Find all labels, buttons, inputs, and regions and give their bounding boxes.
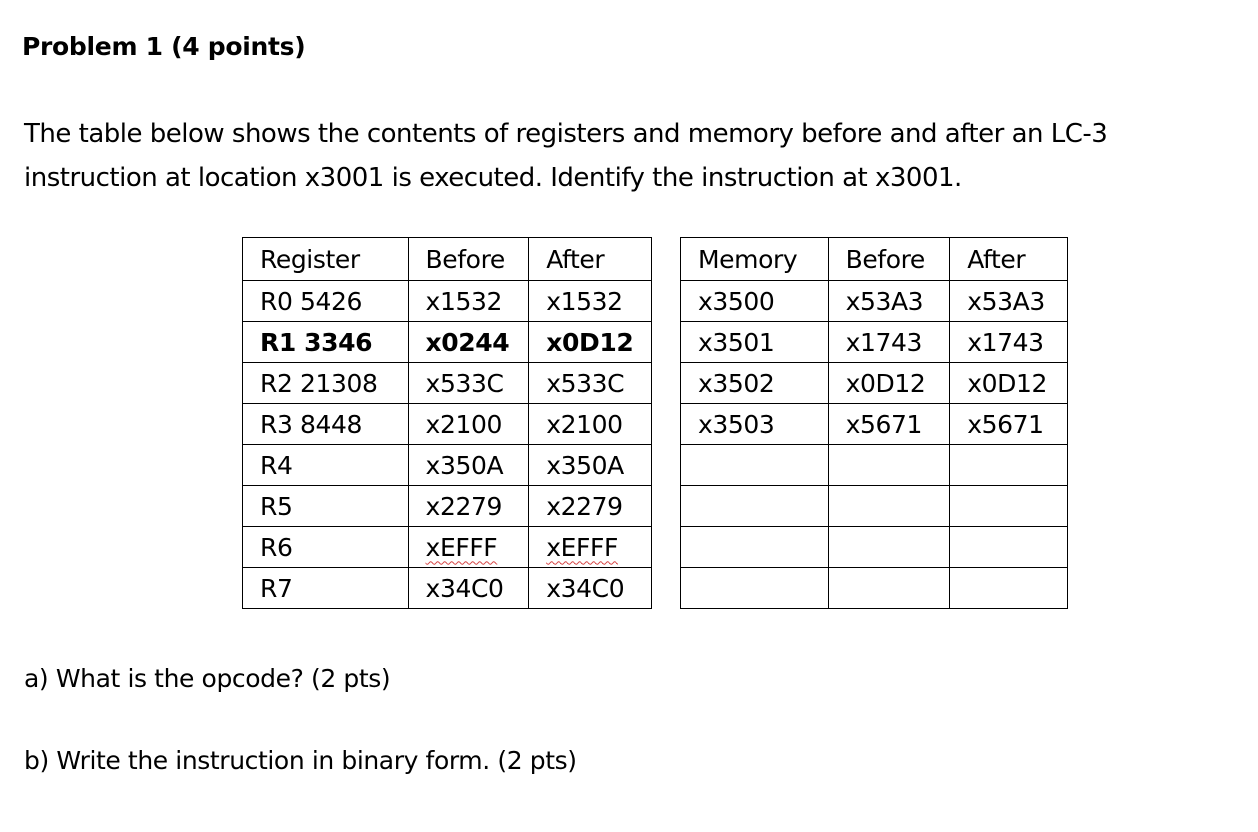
memory-address: x3500 <box>681 281 829 322</box>
memory-before: x5671 <box>828 404 950 445</box>
register-before: x533C <box>408 363 529 404</box>
register-before: x34C0 <box>408 568 529 609</box>
register-table-header <box>243 238 652 281</box>
register-after: x1532 <box>529 281 652 322</box>
register-before: x1532 <box>408 281 529 322</box>
register-name: R1 3346 <box>243 322 409 363</box>
description-line-2: instruction at location x3001 is executed. Identify the instruction at x3001. <box>24 163 962 193</box>
memory-address <box>681 486 829 527</box>
header-before: Before <box>408 238 529 281</box>
memory-after <box>950 486 1068 527</box>
header-register: Register <box>243 238 409 281</box>
memory-address <box>681 568 829 609</box>
table-row <box>243 281 652 322</box>
register-before: x0244 <box>408 322 529 363</box>
memory-before <box>828 527 950 568</box>
register-before: x2279 <box>408 486 529 527</box>
register-name: R2 21308 <box>243 363 409 404</box>
table-row <box>243 568 652 609</box>
register-after <box>529 527 652 568</box>
header-before: Before <box>828 238 950 281</box>
memory-address <box>681 527 829 568</box>
table-row-empty <box>681 527 1068 568</box>
register-before: x350A <box>408 445 529 486</box>
table-row-empty <box>681 486 1068 527</box>
question-b: b) Write the instruction in binary form. (2 pts) <box>24 746 577 775</box>
memory-after <box>950 568 1068 609</box>
memory-address: x3503 <box>681 404 829 445</box>
register-name: R0 5426 <box>243 281 409 322</box>
register-name: R3 8448 <box>243 404 409 445</box>
table-row <box>243 363 652 404</box>
register-after: x350A <box>529 445 652 486</box>
table-row <box>681 404 1068 445</box>
memory-before <box>828 568 950 609</box>
register-table <box>242 237 652 609</box>
table-row <box>681 322 1068 363</box>
memory-before: x0D12 <box>828 363 950 404</box>
table-row <box>243 486 652 527</box>
memory-table <box>680 237 1068 609</box>
memory-before: x1743 <box>828 322 950 363</box>
register-after: x533C <box>529 363 652 404</box>
register-after: x2279 <box>529 486 652 527</box>
memory-table-header <box>681 238 1068 281</box>
memory-before <box>828 486 950 527</box>
spellcheck-underlined-value: xEFFF <box>546 532 618 562</box>
memory-after: x53A3 <box>950 281 1068 322</box>
memory-after <box>950 527 1068 568</box>
register-after: x2100 <box>529 404 652 445</box>
memory-address: x3501 <box>681 322 829 363</box>
table-row <box>681 363 1068 404</box>
question-a: a) What is the opcode? (2 pts) <box>24 664 391 693</box>
problem-title: Problem 1 (4 points) <box>22 32 306 61</box>
spellcheck-underlined-value: xEFFF <box>425 532 498 562</box>
register-before: x2100 <box>408 404 529 445</box>
memory-after: x0D12 <box>950 363 1068 404</box>
table-row <box>243 445 652 486</box>
register-name: R6 <box>243 527 409 568</box>
description-line-1: The table below shows the contents of registers and memory before and after an LC-3 <box>24 119 1108 149</box>
header-after: After <box>529 238 652 281</box>
table-row <box>243 404 652 445</box>
register-before <box>408 527 529 568</box>
table-row-empty <box>681 445 1068 486</box>
table-row <box>243 527 652 568</box>
header-memory: Memory <box>681 238 829 281</box>
table-row-empty <box>681 568 1068 609</box>
problem-description <box>24 112 1224 200</box>
table-row-highlighted <box>243 322 652 363</box>
register-after: x34C0 <box>529 568 652 609</box>
memory-before: x53A3 <box>828 281 950 322</box>
memory-address: x3502 <box>681 363 829 404</box>
register-name: R4 <box>243 445 409 486</box>
memory-after: x5671 <box>950 404 1068 445</box>
register-after: x0D12 <box>529 322 652 363</box>
header-after: After <box>950 238 1068 281</box>
table-row <box>681 281 1068 322</box>
register-name: R5 <box>243 486 409 527</box>
register-name: R7 <box>243 568 409 609</box>
memory-address <box>681 445 829 486</box>
memory-after: x1743 <box>950 322 1068 363</box>
memory-after <box>950 445 1068 486</box>
memory-before <box>828 445 950 486</box>
